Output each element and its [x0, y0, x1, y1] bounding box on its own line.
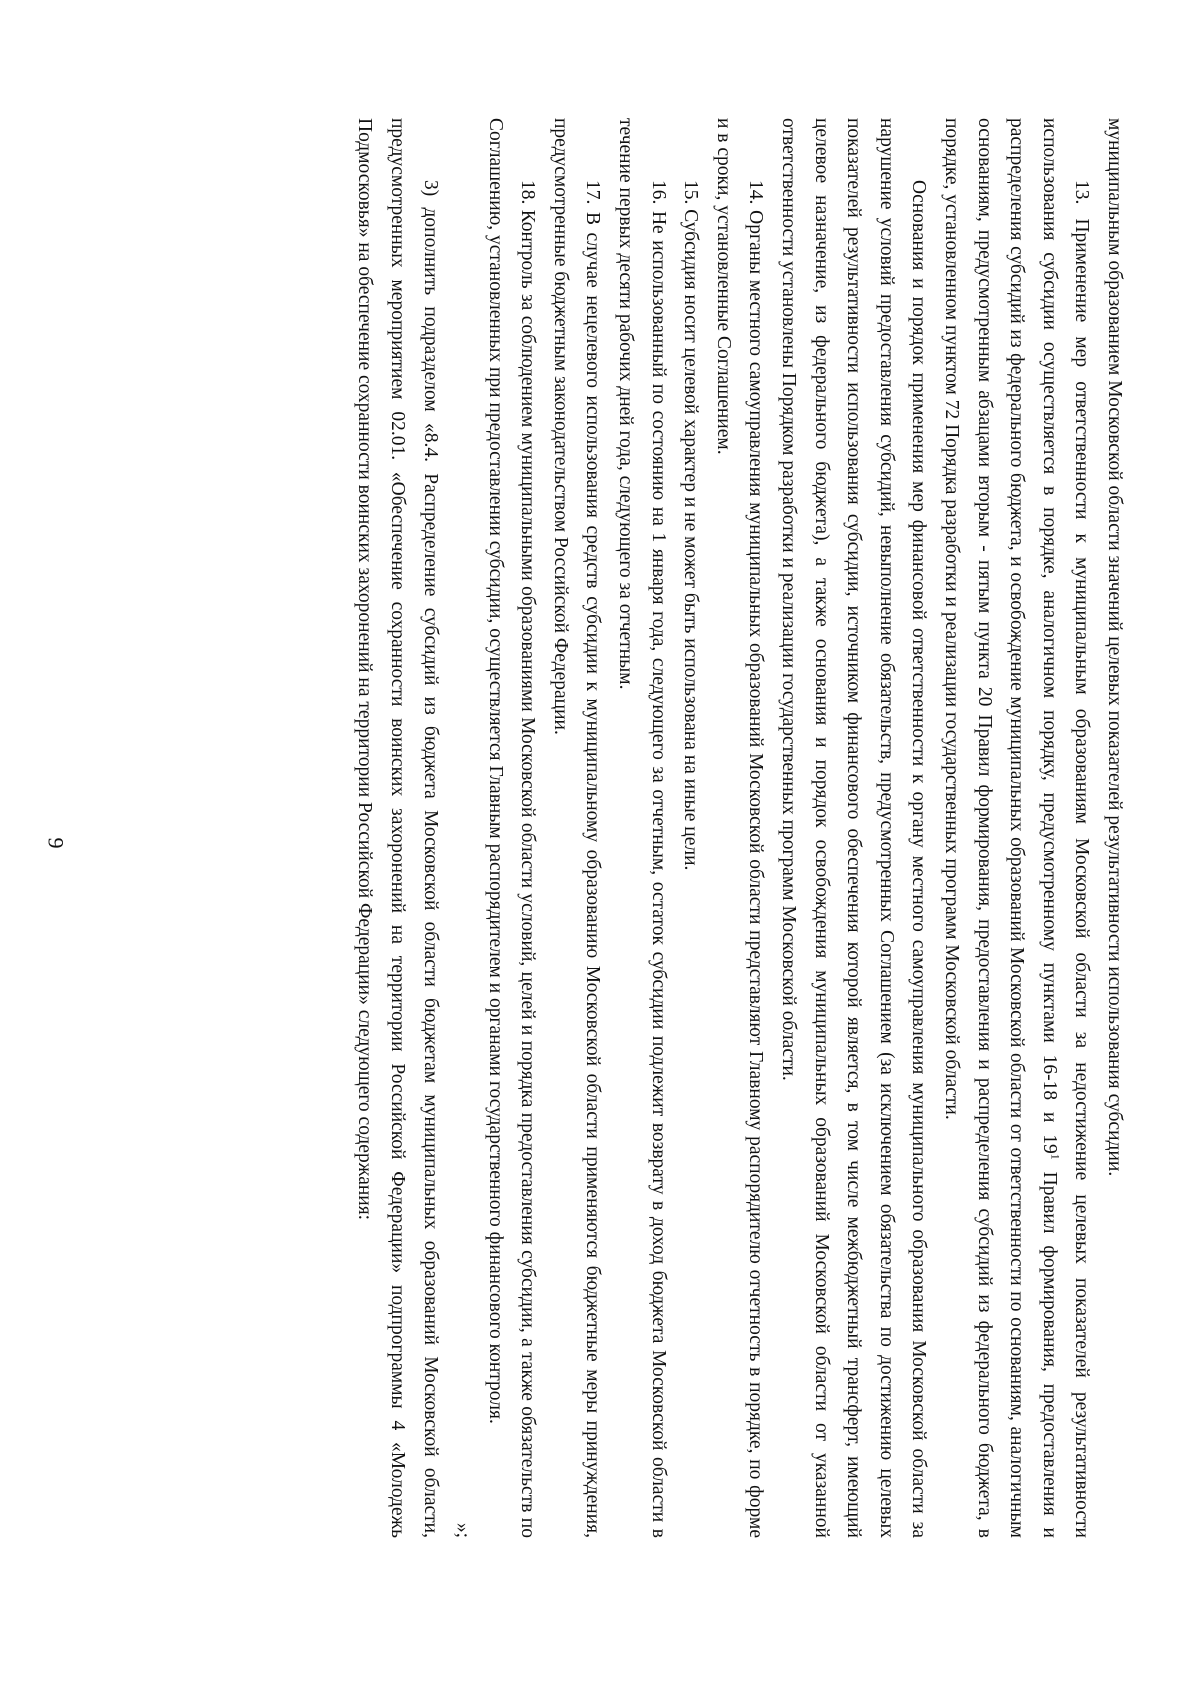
page-number: 9	[43, 837, 69, 849]
paragraph-13-text-2: Правил формирования, предоставления и распределения субсидий из федерального бюджета, и освобождение муниципальных образований Московской области от ответственности по основаниям, аналогичным основаниям, предусмотренным абзацами вторым - пятым пункта 20 Правил формирования, предоставления и распределения субсидий из федерального бюджета, в порядке, установленном пунктом 72 Порядка разработки и реализации государственных программ Московской области.	[941, 118, 1060, 1538]
paragraph-14: 14. Органы местного самоуправления муниципальных образований Московской области представляют Главному распорядителю отчетность в порядке, по форме и в сроки, установленные Соглашением.	[712, 118, 767, 1538]
paragraph-15: 15. Субсидия носит целевой характер и не может быть использована на иные цели.	[680, 180, 702, 871]
document-body	[348, 118, 1130, 1538]
paragraph-13	[934, 118, 1097, 1538]
closing-quote: »;	[452, 1522, 474, 1538]
paragraph-3: 3) дополнить подразделом «8.4. Распределение субсидий из бюджета Московской области бюджетам муниципальных образований Московской области, предусмотренных мероприятием 02.01. «Обеспечение сохранности воинских захоронений на территории Российской Федерации» подпрограммы 4 «Молодежь Подмосковья» на обеспечение сохранности воинских захоронений на территории Российской Федерации» следующего содержания:	[354, 118, 441, 1538]
paragraph-16: 16. Не использованный по состоянию на 1 января года, следующего за отчетным, остаток субсидии подлежит возврату в доход бюджета Московской области в течение первых десяти рабочих дней года, следующего за отчетным.	[615, 118, 669, 1538]
paragraph-17: 17. В случае нецелевого использования средств субсидии к муниципальному образованию Московской области применяются бюджетные меры принуждения, предусмотренные бюджетным законодательством Российской Федерации.	[549, 118, 604, 1538]
superscript: 1	[1048, 1153, 1063, 1160]
paragraph-18: 18. Контроль за соблюдением муниципальными образованиями Московской области условий, целей и порядка предоставления субсидии, а также обязательств по Соглашению, установленных при предоставлении субсидии, осуществляется Главным распорядителем и органами государственного финансового контроля.	[484, 118, 539, 1538]
continuation-paragraph: муниципальным образованием Московской области значений целевых показателей результативности использования субсидии.	[1104, 118, 1125, 1177]
paragraph-13-text-1: 13. Применение мер ответственности к муниципальным образованиям Московской области за недостижение целевых показателей результативности использования субсидии осуществляется в порядке, аналогичном порядку, предусмотренному пунктами 16-18 и 19	[1038, 118, 1093, 1538]
paragraph-grounds: Основания и порядок применения мер финансовой ответственности к органу местного самоуправления муниципального образования Московской области за нарушение условий предоставления субсидий, невыполнение обязательств, предусмотренных Соглашением (за исключением обязательства по достижению целевых показателей результативности использования субсидии, источником финансового обеспечения которой является, в том числе межбюджетный трансферт, имеющий целевое назначение, из федерального бюджета), а также основания и порядок освобождения муниципальных образований Московской области от указанной ответственности установлены Порядком разработки и реализации государственных программ Московской области.	[778, 118, 930, 1538]
